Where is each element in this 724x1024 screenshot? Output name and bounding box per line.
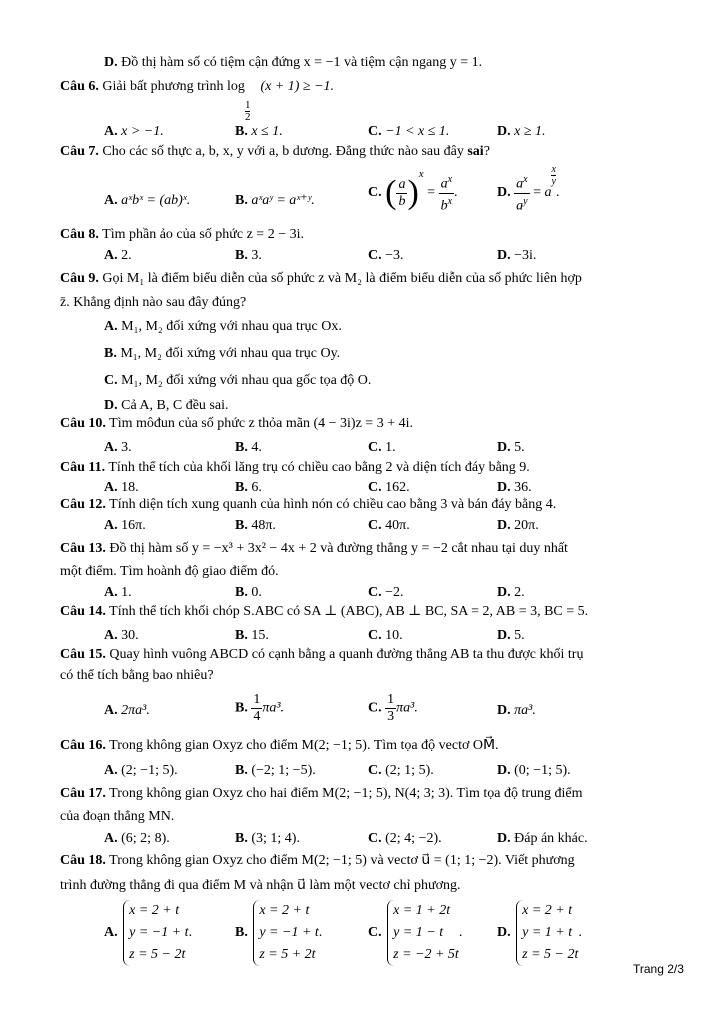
q18-option-a: A. x = 2 + t y = −1 + t z = 5 − 2t . bbox=[104, 900, 192, 966]
option-letter: B. bbox=[235, 124, 248, 139]
q6-option-c bbox=[368, 123, 449, 141]
option-text: (6; 2; 8). bbox=[121, 831, 170, 846]
option-letter: A. bbox=[104, 628, 118, 643]
option-letter: A. bbox=[104, 440, 118, 455]
question-text-bold: sai bbox=[467, 144, 484, 159]
option-text: (2; −1; 5). bbox=[121, 763, 178, 778]
q8-option-b bbox=[235, 247, 262, 265]
question-9 bbox=[60, 270, 582, 288]
q13-option-c bbox=[368, 584, 404, 602]
option-letter: C. bbox=[368, 925, 382, 940]
q7-option-b bbox=[235, 192, 315, 210]
question-label: Câu 6. bbox=[60, 79, 99, 94]
option-letter: B. bbox=[104, 346, 117, 361]
q13-option-a bbox=[104, 584, 132, 602]
q14-option-a bbox=[104, 627, 139, 645]
question-text: Cho các số thực a, b, x, y với a, b dương. Đẳng thức nào sau đây bbox=[102, 144, 464, 159]
option-text: 2. bbox=[121, 248, 132, 263]
question-label: Câu 11. bbox=[60, 460, 106, 475]
question-text: Tính thể tích của khối lăng trụ có chiều cao bằng 2 và diện tích đáy bằng 9. bbox=[108, 460, 530, 475]
q15-option-c bbox=[368, 692, 418, 725]
option-letter: A. bbox=[104, 248, 118, 263]
q12-option-d bbox=[497, 517, 539, 535]
option-letter: B. bbox=[235, 763, 248, 778]
option-text: 16π. bbox=[121, 518, 146, 533]
q12-option-c bbox=[368, 517, 410, 535]
question-text-post: ? bbox=[483, 144, 490, 159]
option-letter: D. bbox=[497, 185, 511, 201]
question-12 bbox=[60, 496, 556, 514]
option-letter: B. bbox=[235, 628, 248, 643]
option-text: Đáp án khác. bbox=[514, 831, 588, 846]
question-text: Tính diện tích xung quanh của hình nón có chiều cao bằng 3 và bán đáy bằng 4. bbox=[109, 497, 557, 512]
question-label: Câu 8. bbox=[60, 227, 99, 242]
option-letter: D. bbox=[104, 55, 118, 70]
question-10 bbox=[60, 415, 413, 433]
question-16 bbox=[60, 737, 499, 755]
option-letter: D. bbox=[497, 124, 511, 139]
q15-option-d bbox=[497, 702, 536, 720]
option-letter: A. bbox=[104, 319, 118, 334]
option-letter: C. bbox=[368, 628, 382, 643]
option-letter: D. bbox=[497, 925, 511, 940]
option-text: x ≤ 1. bbox=[251, 124, 283, 139]
option-letter: A. bbox=[104, 585, 118, 600]
log-base-num: 1 bbox=[244, 99, 251, 111]
q10-option-d bbox=[497, 439, 525, 457]
question-15-cont: có thể tích bằng bao nhiêu? bbox=[60, 668, 214, 683]
option-text: 20π. bbox=[514, 518, 539, 533]
option-text: M₁, M₂ đối xứng với nhau qua trục Oy. bbox=[120, 346, 341, 361]
option-text: 15. bbox=[251, 628, 269, 643]
question-13-cont: một điểm. Tìm hoành độ giao điểm đó. bbox=[60, 564, 279, 579]
eq-y: y = −1 + t bbox=[259, 925, 319, 940]
eq-x: x = 2 + t bbox=[522, 903, 573, 918]
eq-x: x = 1 + 2t bbox=[393, 903, 451, 918]
option-letter: D. bbox=[497, 518, 511, 533]
q11-option-c bbox=[368, 479, 410, 497]
q9-option-a bbox=[104, 318, 342, 336]
question-13 bbox=[60, 540, 568, 558]
option-letter: D. bbox=[497, 585, 511, 600]
option-text: (3; 1; 4). bbox=[251, 831, 300, 846]
q17-option-a bbox=[104, 830, 170, 848]
q9-option-b bbox=[104, 345, 340, 363]
q13-option-b bbox=[235, 584, 262, 602]
option-letter: C. bbox=[368, 700, 382, 716]
q16-option-c bbox=[368, 762, 434, 780]
log-base-den: 2 bbox=[244, 111, 251, 123]
question-text: Gọi M₁ là điểm biểu diễn của số phức z và M₂ là điểm biểu diễn của số phức liên hợp bbox=[102, 271, 582, 286]
question-15 bbox=[60, 646, 583, 664]
eq-z: z = −2 + 5t bbox=[393, 947, 459, 962]
question-7 bbox=[60, 143, 490, 161]
option-text: 4. bbox=[251, 440, 262, 455]
option-letter: D. bbox=[104, 398, 118, 413]
question-9-cont: z̄. Khẳng định nào sau đây đúng? bbox=[60, 295, 247, 310]
option-letter: C. bbox=[368, 831, 382, 846]
option-letter: B. bbox=[235, 193, 248, 208]
q17-option-c bbox=[368, 830, 442, 848]
option-text: (0; −1; 5). bbox=[514, 763, 571, 778]
q5-option-d bbox=[104, 54, 482, 72]
equation-system bbox=[253, 900, 318, 966]
q14-option-c bbox=[368, 627, 403, 645]
q10-option-c bbox=[368, 439, 396, 457]
option-letter: B. bbox=[235, 925, 248, 940]
option-text: Cả A, B, C đều sai. bbox=[121, 398, 229, 413]
option-text: 18. bbox=[121, 480, 139, 495]
q18-option-c: C. x = 1 + 2t y = 1 − t z = −2 + 5t . bbox=[368, 900, 462, 966]
frac-den: 4 bbox=[253, 709, 261, 724]
option-text: (2; 4; −2). bbox=[385, 831, 442, 846]
q18-option-b: B. x = 2 + t y = −1 + t z = 5 + 2t . bbox=[235, 900, 322, 966]
option-text: 48π. bbox=[251, 518, 276, 533]
question-11 bbox=[60, 459, 530, 477]
frac-num: 1 bbox=[253, 692, 261, 707]
q16-option-b bbox=[235, 762, 316, 780]
option-letter: C. bbox=[368, 185, 382, 201]
option-text: (2; 1; 5). bbox=[385, 763, 434, 778]
option-text: x ≥ 1. bbox=[514, 124, 546, 139]
option-letter: D. bbox=[497, 703, 511, 718]
option-text: 10. bbox=[385, 628, 403, 643]
eq-z: z = 5 − 2t bbox=[129, 947, 186, 962]
question-label: Câu 16. bbox=[60, 738, 106, 753]
q6-option-a bbox=[104, 123, 164, 141]
q8-option-c bbox=[368, 247, 404, 265]
option-letter: B. bbox=[235, 585, 248, 600]
option-letter: C. bbox=[368, 440, 382, 455]
equation-system bbox=[123, 900, 188, 966]
eq-x: x = 2 + t bbox=[129, 903, 180, 918]
q10-option-b bbox=[235, 439, 262, 457]
option-letter: C. bbox=[368, 585, 382, 600]
question-label: Câu 18. bbox=[60, 853, 106, 868]
option-letter: B. bbox=[235, 831, 248, 846]
option-text: −1 < x ≤ 1. bbox=[385, 124, 450, 139]
option-text: 162. bbox=[385, 480, 410, 495]
question-label: Câu 15. bbox=[60, 647, 106, 662]
option-letter: D. bbox=[497, 763, 511, 778]
option-text: πa³. bbox=[396, 700, 418, 716]
option-letter: D. bbox=[497, 440, 511, 455]
question-6 bbox=[60, 78, 335, 123]
q13-option-d bbox=[497, 584, 525, 602]
q8-option-d bbox=[497, 247, 536, 265]
option-letter: D. bbox=[497, 628, 511, 643]
option-text: 30. bbox=[121, 628, 139, 643]
question-text: Đồ thị hàm số y = −x³ + 3x² − 4x + 2 và đường thẳng y = −2 cắt nhau tại duy nhất bbox=[109, 541, 568, 556]
q6-option-d bbox=[497, 123, 546, 141]
option-text: 3. bbox=[121, 440, 132, 455]
option-text: 6. bbox=[251, 480, 262, 495]
q12-option-a bbox=[104, 517, 146, 535]
q8-option-a bbox=[104, 247, 132, 265]
option-letter: C. bbox=[368, 124, 382, 139]
option-letter: B. bbox=[235, 480, 248, 495]
option-letter: C. bbox=[368, 518, 382, 533]
option-text: (−2; 1; −5). bbox=[251, 763, 316, 778]
eq-y: y = 1 + t bbox=[522, 925, 573, 940]
eq-z: z = 5 − 2t bbox=[522, 947, 579, 962]
question-18-cont: trình đường thẳng đi qua điểm M và nhận u⃗ làm một vectơ chỉ phương. bbox=[60, 878, 461, 893]
option-text: M₁, M₂ đối xứng với nhau qua gốc tọa độ O. bbox=[121, 373, 372, 388]
q9-option-c bbox=[104, 372, 371, 390]
question-label: Câu 9. bbox=[60, 271, 99, 286]
option-letter: A. bbox=[104, 925, 118, 940]
page-number: Trang 2/3 bbox=[633, 962, 684, 976]
option-text: x > −1. bbox=[121, 124, 164, 139]
question-text: Trong không gian Oxyz cho điểm M(2; −1; 5). Tìm tọa độ vectơ OM⃗. bbox=[109, 738, 499, 753]
question-label: Câu 7. bbox=[60, 144, 99, 159]
eq-y: y = 1 − t bbox=[393, 925, 444, 940]
q11-option-a bbox=[104, 479, 139, 497]
q7-option-c: C. ( $\frac{a}{b}$ )$^x$ = $\frac{a^x}{b^x}$ . bbox=[368, 167, 458, 214]
option-text: aˣbˣ = (ab)ˣ. bbox=[121, 193, 191, 208]
question-label: Câu 12. bbox=[60, 497, 106, 512]
question-label: Câu 17. bbox=[60, 786, 106, 801]
option-letter: A. bbox=[104, 703, 118, 718]
q11-option-b bbox=[235, 479, 262, 497]
option-text: 40π. bbox=[385, 518, 410, 533]
equation-system bbox=[516, 900, 578, 966]
question-text: Tính thể tích khối chóp S.ABC có SA ⊥ (ABC), AB ⊥ BC, SA = 2, AB = 3, BC = 5. bbox=[109, 604, 589, 619]
question-text-post: (x + 1) ≥ −1. bbox=[260, 79, 335, 94]
question-text: Giải bất phương trình log bbox=[102, 79, 245, 94]
option-text: M₁, M₂ đối xứng với nhau qua trục Ox. bbox=[121, 319, 342, 334]
equation-system bbox=[387, 900, 459, 966]
option-text: −3i. bbox=[514, 248, 537, 263]
question-text: Trong không gian Oxyz cho điểm M(2; −1; 5) và vectơ u⃗ = (1; 1; −2). Viết phương bbox=[109, 853, 575, 868]
option-text: −2. bbox=[385, 585, 404, 600]
option-letter: D. bbox=[497, 480, 511, 495]
option-letter: C. bbox=[368, 763, 382, 778]
q14-option-b bbox=[235, 627, 269, 645]
question-label: Câu 14. bbox=[60, 604, 106, 619]
option-text: πa³. bbox=[262, 700, 285, 716]
q16-option-a bbox=[104, 762, 178, 780]
option-text: 3. bbox=[251, 248, 262, 263]
option-letter: B. bbox=[235, 518, 248, 533]
question-text: Trong không gian Oxyz cho hai điểm M(2; −1; 5), N(4; 3; 3). Tìm tọa độ trung điểm bbox=[109, 786, 583, 801]
q6-option-b bbox=[235, 123, 283, 141]
option-text: 0. bbox=[251, 585, 262, 600]
eq-x: x = 2 + t bbox=[259, 903, 310, 918]
option-text: 2πa³. bbox=[121, 703, 150, 718]
option-letter: A. bbox=[104, 193, 118, 208]
option-letter: D. bbox=[497, 831, 511, 846]
option-text: 5. bbox=[514, 440, 525, 455]
option-text: 2. bbox=[514, 585, 525, 600]
q17-option-d bbox=[497, 830, 588, 848]
q11-option-d bbox=[497, 479, 532, 497]
option-letter: C. bbox=[368, 480, 382, 495]
question-text: Tìm phần ảo của số phức z = 2 − 3i. bbox=[102, 227, 304, 242]
option-letter: B. bbox=[235, 248, 248, 263]
q17-option-b bbox=[235, 830, 300, 848]
frac-num: 1 bbox=[387, 692, 395, 707]
question-text: Quay hình vuông ABCD có cạnh bằng a quanh đường thẳng AB ta thu được khối trụ bbox=[109, 647, 584, 662]
option-text: 1. bbox=[121, 585, 132, 600]
question-17-cont: của đoạn thẳng MN. bbox=[60, 809, 175, 824]
option-text: πa³. bbox=[514, 703, 536, 718]
option-letter: C. bbox=[104, 373, 118, 388]
q14-option-d bbox=[497, 627, 525, 645]
option-text: 1. bbox=[385, 440, 396, 455]
question-8 bbox=[60, 226, 304, 244]
question-label: Câu 13. bbox=[60, 541, 106, 556]
option-text: −3. bbox=[385, 248, 404, 263]
option-letter: A. bbox=[104, 480, 118, 495]
option-text: 5. bbox=[514, 628, 525, 643]
question-14 bbox=[60, 603, 588, 621]
q18-option-d: D. x = 2 + t y = 1 + t z = 5 − 2t . bbox=[497, 900, 582, 966]
q15-option-b bbox=[235, 692, 284, 725]
q12-option-b bbox=[235, 517, 276, 535]
option-letter: A. bbox=[104, 831, 118, 846]
option-letter: A. bbox=[104, 518, 118, 533]
option-text: 36. bbox=[514, 480, 532, 495]
question-17 bbox=[60, 785, 583, 803]
option-letter: B. bbox=[235, 440, 248, 455]
eq-y: y = −1 + t bbox=[129, 925, 189, 940]
option-letter: B. bbox=[235, 700, 248, 716]
option-letter: A. bbox=[104, 124, 118, 139]
question-18 bbox=[60, 852, 575, 870]
eq-z: z = 5 + 2t bbox=[259, 947, 316, 962]
q7-option-a bbox=[104, 192, 190, 210]
q7-option-d: D. $\frac{a^x}{a^y}$ = a $\frac{x}{y}$ . bbox=[497, 164, 560, 214]
option-text: Đồ thị hàm số có tiệm cận đứng x = −1 và tiệm cận ngang y = 1. bbox=[121, 55, 483, 70]
q16-option-d bbox=[497, 762, 571, 780]
option-letter: D. bbox=[497, 248, 511, 263]
q10-option-a bbox=[104, 439, 132, 457]
question-label: Câu 10. bbox=[60, 416, 106, 431]
q15-option-a bbox=[104, 702, 150, 720]
frac-den: 3 bbox=[387, 709, 395, 724]
question-text: Tìm môđun của số phức z thỏa mãn (4 − 3i)z = 3 + 4i. bbox=[109, 416, 413, 431]
option-letter: A. bbox=[104, 763, 118, 778]
option-letter: C. bbox=[368, 248, 382, 263]
q9-option-d bbox=[104, 397, 228, 415]
option-text: aˣaʸ = aˣ⁺ʸ. bbox=[251, 193, 315, 208]
